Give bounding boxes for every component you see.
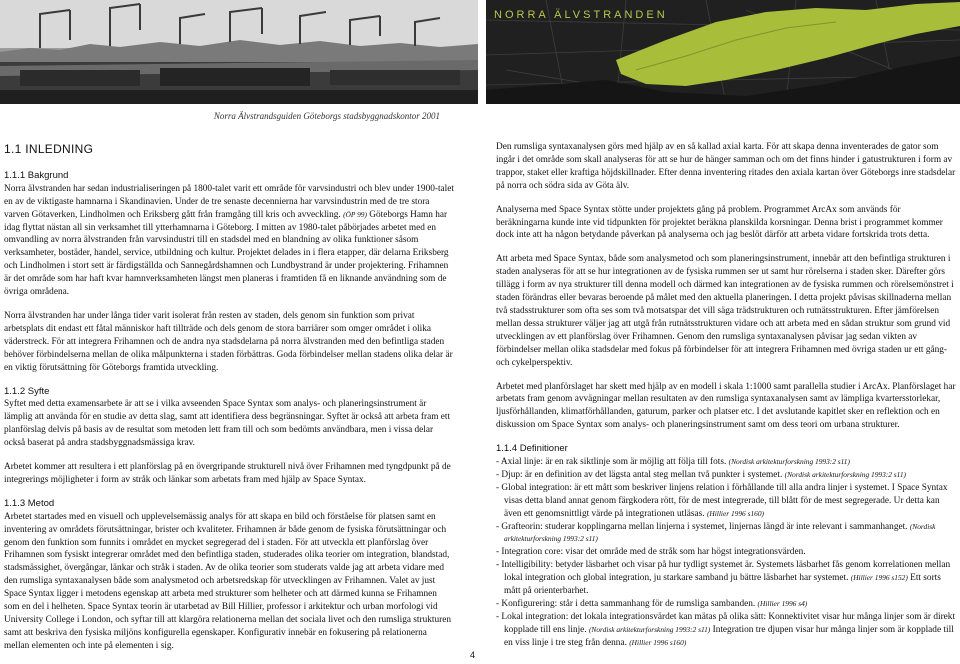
left-column — [4, 141, 454, 664]
subsection-definitioner-title: 1.1.4 Definitioner — [496, 443, 568, 455]
definition-item — [496, 456, 956, 469]
citation: (Nordisk arkitekturforskning 1993:2 s11) — [588, 624, 711, 634]
paragraph — [4, 183, 454, 299]
citation: (Nordisk arkitekturforskning 1993:2 s11) — [728, 457, 850, 467]
right-column — [496, 141, 956, 650]
definition-text: - Global integration: är ett mått som beskriver linjens relation i förhållande till alla andra linjer i systemet. I Space Syntax visas detta bland annat genom färgkodera rött, för de mest integrerade, till blått för de mest segregerade. Ur detta kan även ett genomsnittligt värde på integrationen utläsas. — [496, 482, 948, 519]
citation: (Hillier 1996 s160) — [706, 508, 765, 518]
area-map — [486, 0, 960, 104]
paragraph: Arbetet startades med en visuell och upplevelsemässig analys för att skapa en bild och förståelse för platsen samt en inventering av områdets förutsättningar, brister och kvaliteter. Frihamnen är både genom de fysiska förutsättningar och genom den funktion som funnits i området en mycket segregerad del i staden. För att utveckla ett planförslag över Frihamnen som fysiskt integrerar området med den befintliga staden, studerades olika teorier om integration, blandstad, stadsmässighet, övergångar, länkar och stråk i staden. Av de olika teorier som studerats valde jag att arbeta vidare med den rumsliga syntaxanalysen både som analysmetod och arbetsredskap för utvecklingen av Frihamnen. Valet av just Space Syntax ligger i metodens egenskap att arbeta med strukturer som helheter och att därmed kunna se Frihamnen som en del i helheten. Space Syntax teorin är utarbetad av Bill Hillier, professor i arkitektur och urban morfologi vid University College i London, och syftar till att klargöra relationerna mellan det sociala livet och den rumsliga strukturen samt att beskriva den fysiska miljöns konfigurella egenskaper. Konfigurativ innebär en fokusering på relationerna mellan elementen och inte på elementen i sig. — [4, 511, 451, 651]
photo-caption: Norra Älvstrandsguiden Göteborgs stadsbyggnadskontor 2001 — [213, 111, 440, 121]
definition-text: - Axial linje: är en rak siktlinje som är möjlig att följa till fots. — [496, 457, 727, 468]
section-heading: 1.1 INLEDNING — [4, 142, 94, 156]
citation: (Hillier 1996 s4) — [757, 599, 808, 608]
definition-tail: Ett sorts mått på orienterbarhet. — [504, 573, 941, 597]
harbour-photo-image — [0, 0, 478, 104]
definition-item — [496, 521, 956, 547]
definition-item — [496, 482, 956, 521]
citation: (Nordisk arkitekturforskning 1993:2 s11) — [784, 469, 906, 479]
paragraph: Norra älvstranden har under långa tider varit isolerat från resten av staden, dels genom sin funktion som privat arbetsplats dit endast ett fåtal människor haft tillträde och dels genom de stora barriärer som omger området i olika väderstreck. För att integrera Frihamnen och de andra nya stadsdelarna på norra älvstranden med den befintliga staden behöver förbindelserna mellan de olika målpunkterna i staden förbättras. Goda förbindelser mellan stadens olika delar är en viktig förutsättning för Göteborgs framtida utveckling. — [4, 310, 453, 373]
paragraph: Att arbeta med Space Syntax, både som analysmetod och som planeringsinstrument, innebär att den befintliga strukturen i staden analyseras för att se hur integrationen av de fysiska rummen ser ut samt hur rörelserna i staden sker. Därefter görs tillägg i form av nya strukturer till denna modell och därmed kan integrationen av de fysiska rummen och rörelsemönstret i staden förändras eller bevaras beroende på målet med den aktuella planeringen. I detta projekt påvisas skillnaderna mellan två stadsstrukturer som ofta ses som två motsatspar det vill säga trädstrukturen och rutnätsstrukturen. Efter jämförelsen mellan dessa strukturer väljer jag att utgå från rutnätsstrukturen vidare och att arbeta med en sådan struktur som grund vid utvecklingen av ett planförslag över Frihamnen. Genom den rumsliga syntaxanalysen påvisar jag sedan vikten av förbindelser mellan olika stadsdelar med fokus på förbindelser för att integrera Frihamnen med övriga staden ur ett gång- och cykelperspektiv. — [496, 254, 954, 368]
paragraph: Analyserna med Space Syntax stötte under projektets gång på problem. Programmet ArcAx som används för beräkningarna kunde inte vid tidpunkten för projektet beräkna planskilda korsningar. Denna brist i programmet kommer dock inte att ha någon betydande påverkan på analyserna och jag beslöt därför att arbeta vidare fortskrida trots detta. — [496, 204, 943, 241]
definition-item — [496, 598, 956, 611]
paragraph-text: Norra älvstranden har sedan industrialiseringen på 1800-talet varit ett område för varvsindustri och blev under 1900-talet en av de viktigaste hamnarna i Skandinavien. Under de tre senaste decennierna har varvsindustrin med de tre stora varven Götaverken, Lindholmen och Eriksberg gått från framgång till kris och avveckling. — [4, 183, 454, 220]
citation: (ÖP 99) — [343, 209, 367, 219]
definition-text: - Lokal integration: det lokala integrationsvärdet kan mätas på olika sätt: Konnektivitet visar hur många linjer som är direkt kopplade till ens linje. — [496, 611, 956, 635]
definition-text: - Konfigurering: står i detta sammanhang för de rumsliga sambanden. — [496, 599, 756, 609]
definition-item — [496, 546, 956, 559]
subsection-bakgrund-title: 1.1.1 Bakgrund — [4, 169, 69, 181]
harbour-photo — [0, 0, 478, 104]
definition-item — [496, 611, 956, 650]
definition-text: - Intelligibility: betyder läsbarhet och visar på hur tydligt systemet är. Systemets läsbarhet fås genom korrelationen mellan lokal integration och global integration, ju starkare samband ju bättre läsbarhet har systemet. — [496, 560, 951, 584]
citation: (Hillier 1996 s152) — [850, 573, 908, 583]
map-title: NORRA ÄLVSTRANDEN — [494, 9, 668, 21]
subsection-syfte-title: 1.1.2 Syfte — [4, 385, 50, 397]
page-number: 4 — [470, 650, 476, 660]
paragraph: Arbetet med planförslaget har skett med hjälp av en modell i skala 1:1000 samt parallella studier i ArcAx. Planförslaget har arbetats fram genom avvägningar mellan resultaten av den rumsliga syntaxanalysen samt av lämpliga kvartersstorlekar, ljusförhållanden, klimatförhållanden, gaturum, parker och platser etc. I det avslutande kapitlet sker en reflektion och en diskussion om Space Syntax som analys- och planeringsinstrument samt om dess teori om urbana strukturer. — [496, 381, 956, 431]
paragraph: Den rumsliga syntaxanalysen görs med hjälp av en så kallad axial karta. För att skapa denna inventerades de gator som ingår i det område som skall analyseras för att se hur de hänger samman och om det finns hinder i gatustrukturen i form av trappor, staket eller kraftiga höjdskillnader. Efter denna inventering ritades den axiala kartan över Göteborgs inre stadsdelar på norra och södra sida av Göta älv. — [496, 142, 956, 191]
definition-item — [496, 469, 956, 482]
paragraph-text: Göteborgs Hamn har idag flyttat nästan all sin verksamhet till ytterhamnarna i Göteborg. I mitten av 1980-talet påbörjades arbetet med en omvandling av norra älvstranden från varvsindustri till en stadsdel med en blandning av olika funktioner såsom verksamheter, bostäder, handel, service, utbildning och kultur. Projektet delades in i flera etapper, där delarna Eriksberg och Lindholmen i stort sett är färdigställda och Sannegårdshamnen och Lundbystrand är under projektering. Frihamnen är det område som har haft kvar hamnverksamheten längst men planeras i framtiden få en liknande användning som de övriga områdena. — [4, 209, 449, 298]
definition-text: - Grafteorin: studerar kopplingarna mellan linjerna i systemet, linjernas längd är inte relevant i sammanhanget. — [496, 521, 908, 532]
definition-text: - Djup: är en definition av det lägsta antal steg mellan två punkter i systemet. — [496, 469, 783, 480]
definition-tail: Integration tre djupen visar hur många linjer som är kopplade till en viss linje i tre steg från denna. — [504, 624, 954, 648]
definition-text: - Integration core: visar det område med de stråk som har högst integrationsvärden. — [496, 547, 806, 558]
citation: (Nordisk arkitekturforskning 1993:2 s11) — [504, 521, 936, 544]
citation: (Hillier 1996 s160) — [629, 637, 687, 647]
definition-item — [496, 559, 956, 598]
subsection-metod-title: 1.1.3 Metod — [4, 497, 55, 509]
paragraph: Syftet med detta examensarbete är att se i vilka avseenden Space Syntax som analys- och planeringsinstrument är lämplig att använda för en studie av detta slag, samt att identifiera dess begränsningar. Syftet är också att arbeta fram ett planförslag delvis på basis av de resultat som metoden lett fram till och som bedömts användbara, men i vissa delar också baserat på andra stadsbyggnadsmässiga krav. — [4, 399, 451, 449]
paragraph: Arbetet kommer att resultera i ett planförslag på en övergripande strukturell nivå över Frihamnen med tyngdpunkt på de integrerings möjligheter i form av stråk och länkar som arbetats fram med hjälp av Space Syntax. — [4, 462, 451, 485]
definitions-list — [496, 456, 956, 650]
